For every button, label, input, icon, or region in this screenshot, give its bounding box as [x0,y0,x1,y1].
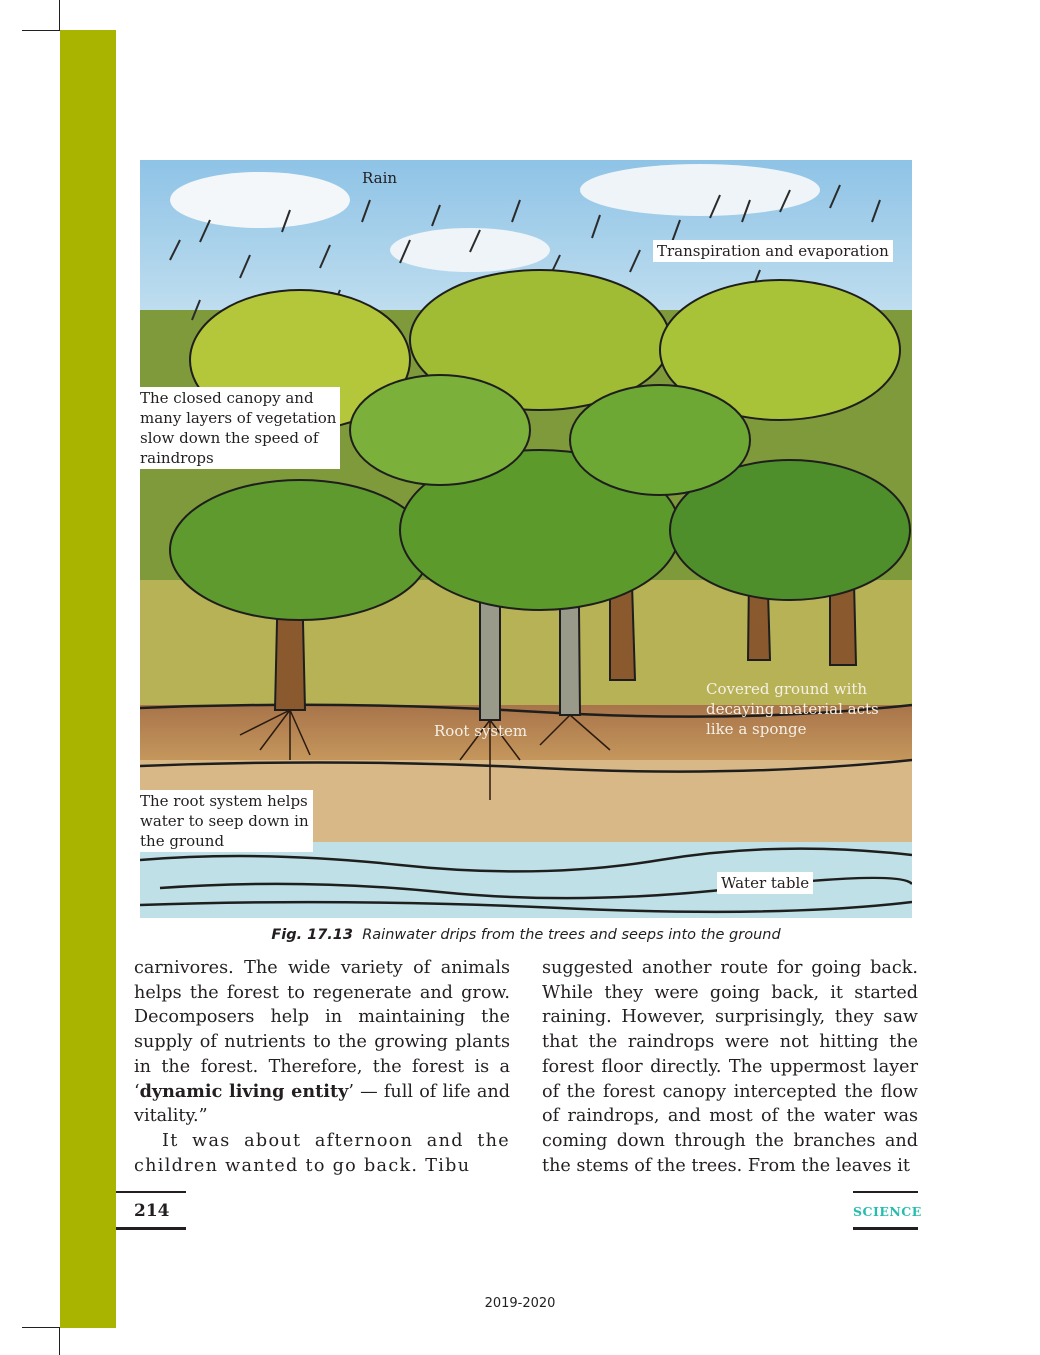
open-quote: ‘ [134,1081,140,1102]
text-line: children wanted to go back. Tibu [134,1155,471,1176]
label-covered-ground-line: like a sponge [706,720,807,738]
caption-text: Rainwater drips from the trees and seeps into the ground [362,927,781,943]
text-line: in the forest. Therefore, the forest is a [134,1056,510,1077]
label-covered-ground [706,679,879,739]
crop-mark-top-v [59,0,60,30]
text-line: It was about afternoon and the [162,1130,510,1151]
text-line: of raindrops, and most of the water was [542,1106,918,1127]
left-column [134,956,510,1178]
label-root-helps-line: water to seep down in [140,812,309,830]
figure-caption [140,927,912,943]
forest-rain-illustration [140,160,912,918]
crop-mark-top-h [22,30,60,31]
paragraph [542,956,918,1178]
label-root-system: Root system [434,722,528,740]
cloud [170,172,350,228]
text-line: suggested another route for going back. [542,958,918,978]
text-line: of the forest canopy intercepted the flow [542,1081,918,1102]
right-column [542,956,918,1178]
text-line: Decomposers help in maintaining the [134,1007,510,1028]
label-canopy-line: The closed canopy and [140,389,314,407]
footer-rule [853,1191,918,1193]
label-canopy [140,387,340,469]
text-line: helps the forest to regenerate and grow. [134,982,510,1003]
subject-label: SCIENCE [853,1204,922,1219]
label-covered-ground-line: decaying material acts [706,700,879,718]
paragraph [134,1129,510,1178]
text-line: that the raindrops were not hitting the [542,1032,918,1053]
label-transpiration: Transpiration and evaporation [653,240,893,262]
crop-mark-bottom-h [22,1327,60,1328]
text-line: raining. However, surprisingly, they saw [542,1007,918,1028]
year-label: 2019-2020 [484,1296,556,1311]
label-canopy-line: raindrops [140,449,214,467]
bold-term: dynamic living entity [139,1080,349,1102]
label-water-table: Water table [717,872,813,894]
label-rain: Rain [362,169,398,187]
text-line: carnivores. The wide variety of animals [134,958,510,978]
cloud [580,164,820,216]
paragraph [134,956,510,1129]
footer-rule [116,1191,186,1193]
label-root-helps-line: The root system helps [140,792,308,810]
text-line: forest floor directly. The uppermost layer [542,1056,918,1077]
footer-rule [853,1227,918,1230]
side-color-bar [60,30,116,1328]
text-line: supply of nutrients to the growing plants [134,1032,510,1053]
text-line: While they were going back, it started [542,982,918,1003]
text-line: the stems of the trees. From the leaves it [542,1155,910,1176]
label-covered-ground-line: Covered ground with [706,680,868,698]
label-root-helps-line: the ground [140,832,225,850]
crop-mark-bottom-v [59,1328,60,1355]
page-number: 214 [134,1201,170,1221]
caption-number: Fig. 17.13 [271,927,353,943]
text-line: coming down through the branches and [542,1130,918,1151]
label-root-helps [140,790,313,852]
label-canopy-line: slow down the speed of [140,429,319,447]
footer-rule [116,1227,186,1230]
text-line: ’ — full of life and [348,1081,510,1102]
label-canopy-line: many layers of vegetation [140,409,337,427]
text-line: vitality.” [134,1106,208,1127]
